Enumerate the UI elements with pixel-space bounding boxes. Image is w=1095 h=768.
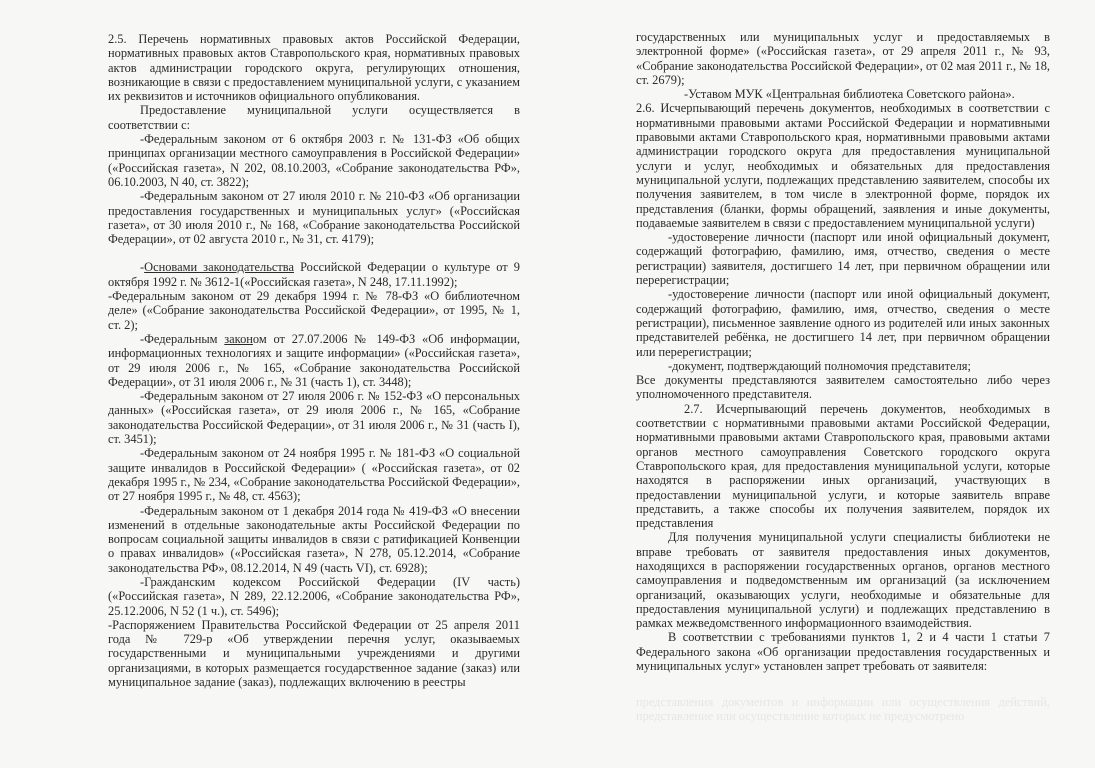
basis-intro: Предоставление муниципальной услуги осуществляется в соответствии с: — [108, 103, 520, 132]
culture-law-text: Российской Федерации о культуре от 9 октября 1992 г. № 3612-1(«Российская газета», N 248, 17.11.1992); — [108, 260, 520, 289]
law-149-prefix: -Федеральным — [140, 331, 225, 346]
order-729-r: -Распоряжением Правительства Российской Федерации от 25 апреля 2011 года № 729-р «Об утверждении перечня услуг, оказываемых государственными и муниципальными учреждениями и другими организациями, в которых размещается государственное задание (заказ) или муниципальное задание (заказ), подлежащих включению в реестры — [108, 617, 520, 690]
law-149-text: ом от 27.07.2006 № 149-ФЗ «Об информации, информационных технологиях и защите информации» («Российская газета», от 29 июля 2006 г., № 165, «Собрание законодательства Российской Федерации», от 31 июля 2006 г., № 31 (часть 1), ст. 3448); — [108, 331, 520, 389]
order-729-continued: государственных или муниципальных услуг и предоставляемых в электронной форме» («Российская газета», от 29 апреля 2011 г., № 93, «Собрание законодательства Российской Федерации», от 02 мая 2011 г., № 18, ст. 2679); — [636, 30, 1050, 87]
law-419-fz: -Федеральным законом от 1 декабря 2014 года № 419-ФЗ «О внесении изменений в отдельные законодательные акты Российской Федерации по вопросам социальной защиты инвалидов в связи с ратификацией Конвенции о правах инвалидов» («Российская газета», N 278, 05.12.2014, «Собрание законодательства РФ», 08.12.2014, N 49 (часть VI), ст. 6928); — [108, 503, 520, 575]
dash: - — [140, 260, 145, 275]
doc-id-under-14: -удостоверение личности (паспорт или иной официальный документ, содержащий фотографию, фамилию, имя, отчество, сведения о месте регистрации), письменное заявление одного из родителей или иных законных представителей ребёнка, не достигшего 14 лет, при первичном обращении или перерегистрации; — [636, 287, 1050, 359]
library-charter: -Уставом МУК «Центральная библиотека Советского района». — [684, 87, 1015, 102]
right-column — [636, 30, 1050, 673]
article-7-prohibition: В соответствии с требованиями пунктов 1, 2 и 4 части 1 статьи 7 Федерального закона «Об организации предоставления государственных и муниципальных услуг» установлен запрет требовать от заявителя: — [636, 630, 1050, 674]
culture-law-link[interactable]: Основами законодательства — [144, 260, 294, 275]
bleed-through-text: представления документов и информации или осуществления действий, представление или осуществление которых не предусмотрено — [636, 695, 1050, 724]
civil-code: -Гражданским кодексом Российской Федерации (IV часть) («Российская газета», N 289, 22.12.2006, «Собрание законодательства РФ», 25.12.2006, N 52 (1 ч.), ст. 5496); — [108, 574, 520, 618]
docs-submission-note: Все документы представляются заявителем самостоятельно либо через уполномоченного представителя. — [636, 373, 1050, 402]
law-149-fz — [108, 332, 520, 389]
law-181-fz: -Федеральным законом от 24 ноября 1995 г. № 181-ФЗ «О социальной защите инвалидов в Российской Федерации» ( «Российская газета», от 02 декабря 1995 г., № 234, «Собрание законодательства Российской Федерации», от 27 ноября 1995 г., № 48, ст. 4563); — [108, 446, 520, 504]
law-149-link[interactable]: закон — [224, 331, 253, 346]
culture-law-basics — [108, 260, 520, 289]
section-2-7: 2.7. Исчерпывающий перечень документов, необходимых в соответствии с нормативными правовыми актами Российской Федерации, нормативными правовыми актами Ставропольского края, правовыми актами органов местного самоуправления Советского городского округа Ставропольского края, для предоставления муниципальной услуги, которые находятся в распоряжении иных организаций, участвующих в предоставлении муниципальной услуги, и которые заявитель вправе представить, а также способы их получения заявителем, порядок их представления — [636, 401, 1050, 531]
left-column — [108, 32, 520, 689]
law-210-fz: -Федеральным законом от 27 июля 2010 г. № 210-ФЗ «Об организации предоставления государственных и муниципальных услуг» («Российская газета», от 30 июля 2010 г., № 168, «Собрание законодательства Российской Федерации», от 02 августа 2010 г., № 31, ст. 4179); — [108, 189, 520, 247]
law-78-fz: -Федеральным законом от 29 декабря 1994 г. № 78-ФЗ «О библиотечном деле» («Собрание законодательства Российской Федерации», от 1995, № 1, ст. 2); — [108, 289, 520, 332]
spacer — [108, 246, 520, 260]
no-extra-docs-rule: Для получения муниципальной услуги специалисты библиотеки не вправе требовать от заявителя предоставления иных документов, находящихся в распоряжении государственных органов, органов местного самоуправления и подведомственным им организаций (за исключением организаций, оказывающих услуги, необходимые и обязательные для предоставления муниципальной услуги) и подлежащих представлению в рамках межведомственного информационного взаимодействия. — [636, 530, 1050, 631]
doc-id-over-14: -удостоверение личности (паспорт или иной официальный документ, содержащий фотографию, фамилию, имя, отчество, сведения о месте регистрации) заявителя, достигшего 14 лет, при первичном обращении или перерегистрации; — [636, 230, 1050, 288]
doc-representative: -документ, подтверждающий полномочия представителя; — [668, 358, 971, 373]
law-152-fz: -Федеральным законом от 27 июля 2006 г. № 152-ФЗ «О персональных данных» («Российская газета», от 29 июля 2006 г., № 165, «Собрание законодательства Российской Федерации», от 31 июля 2006 г., № 31 (часть I), ст. 3451); — [108, 389, 520, 447]
section-2-6: 2.6. Исчерпывающий перечень документов, необходимых в соответствии с нормативными правовыми актами Российской Федерации и нормативными правовыми актами Ставропольского края, нормативными правовыми актами администрации городского округа для предоставления муниципальной услуги и услуг, необходимых и обязательных для предоставления муниципальной услуги, подлежащих представлению заявителем, способы их получения заявителем, в том числе в электронной форме, порядок их представления (бланки, формы обращений, заявления и иные документы, подаваемые заявителем в связи с предоставлением муниципальной услуги) — [636, 101, 1050, 230]
law-131-fz: -Федеральным законом от 6 октября 2003 г. № 131-ФЗ «Об общих принципах организации местного самоуправления в Российской Федерации» («Российская газета», N 202, 08.10.2003, «Собрание законодательства РФ», 06.10.2003, N 40, ст. 3822); — [108, 132, 520, 189]
section-2-5: 2.5. Перечень нормативных правовых актов Российской Федерации, нормативных правовых актов Ставропольского края, нормативных правовых актов администрации городского округа, регулирующих отношения, возникающие в связи с предоставлением муниципальной услуги, с указанием их реквизитов и источников официального опубликования. — [108, 32, 520, 104]
